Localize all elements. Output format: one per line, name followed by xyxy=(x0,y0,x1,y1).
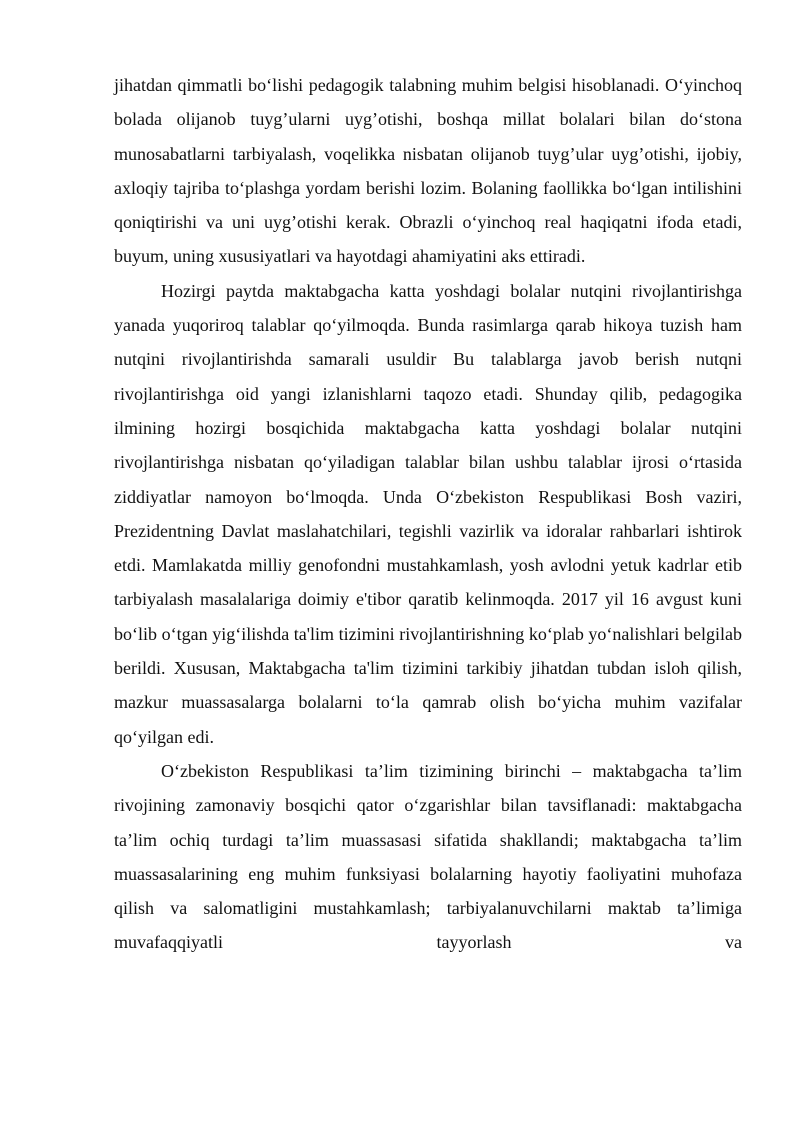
paragraph-3: O‘zbekiston Respublikasi ta’lim tizimining birinchi – maktabgacha ta’lim rivojining zamonaviy bosqichi qator o‘zgarishlar bilan tavsiflanadi: maktabgacha ta’lim ochiq turdagi ta’lim muassasasi sifatida shakllandi; maktabgacha ta’lim muassasalarining eng muhim funksiyasi bolalarning hayotiy faoliyatini muhofaza qilish va salomatligini mustahkamlash; tarbiyalanuvchilarni maktab ta’limiga muvafaqqiyatli tayyorlash va xyxy=(114,760,742,953)
paragraph-1: jihatdan qimmatli bo‘lishi pedagogik talabning muhim belgisi hisoblanadi. O‘yinchoq bolada olijanob tuyg’ularni uyg’otishi, boshqa millat bolalari bilan do‘stona munosabatlarni tarbiyalash, voqelikka nisbatan olijanob tuyg’ular uyg’otishi, ijobiy, axloqiy tajriba to‘plashga yordam berishi lozim. Bolaning faollikka bo‘lgan intilishini qoniqtirishi va uni uyg’otishi kerak. Obrazli o‘yinchoq real haqiqatni ifoda etadi, buyum, uning xususiyatlari va hayotdagi ahamiyatini aks ettiradi. xyxy=(114,75,742,267)
document-page xyxy=(114,68,742,960)
paragraph-2: Hozirgi paytda maktabgacha katta yoshdagi bolalar nutqini rivojlantirishga yanada yuqoriroq talablar qo‘yilmoqda. Bunda rasimlarga qarab hikoya tuzish ham nutqini rivojlantirishda samarali usuldir Bu talablarga javob berish nutqni rivojlantirishga oid yangi izlanishlarni taqozo etadi. Shunday qilib, pedagogika ilmining hozirgi bosqichida maktabgacha katta yoshdagi bolalar nutqini rivojlantirishga nisbatan qo‘yiladigan talablar bilan ushbu talablar ijrosi o‘rtasida ziddiyatlar namoyon bo‘lmoqda. Unda O‘zbekiston Respublikasi Bosh vaziri, Prezidentning Davlat maslahatchilari, tegishli vazirlik va idoralar rahbarlari ishtirok etdi. Mamlakatda milliy genofondni mustahkamlash, yosh avlodni yetuk kadrlar etib tarbiyalash masalalariga doimiy e'tibor qaratib kelinmoqda. 2017 yil 16 avgust kuni bo‘lib o‘tgan yig‘ilishda ta'lim tizimini rivojlantirishning ko‘plab yo‘nalishlari belgilab berildi. Xususan, Maktabgacha ta'lim tizimini tarkibiy jihatdan tubdan isloh qilish, mazkur muassasalarga bolalarni to‘la qamrab olish bo‘yicha muhim vazifalar qo‘yilgan edi. xyxy=(114,280,742,747)
